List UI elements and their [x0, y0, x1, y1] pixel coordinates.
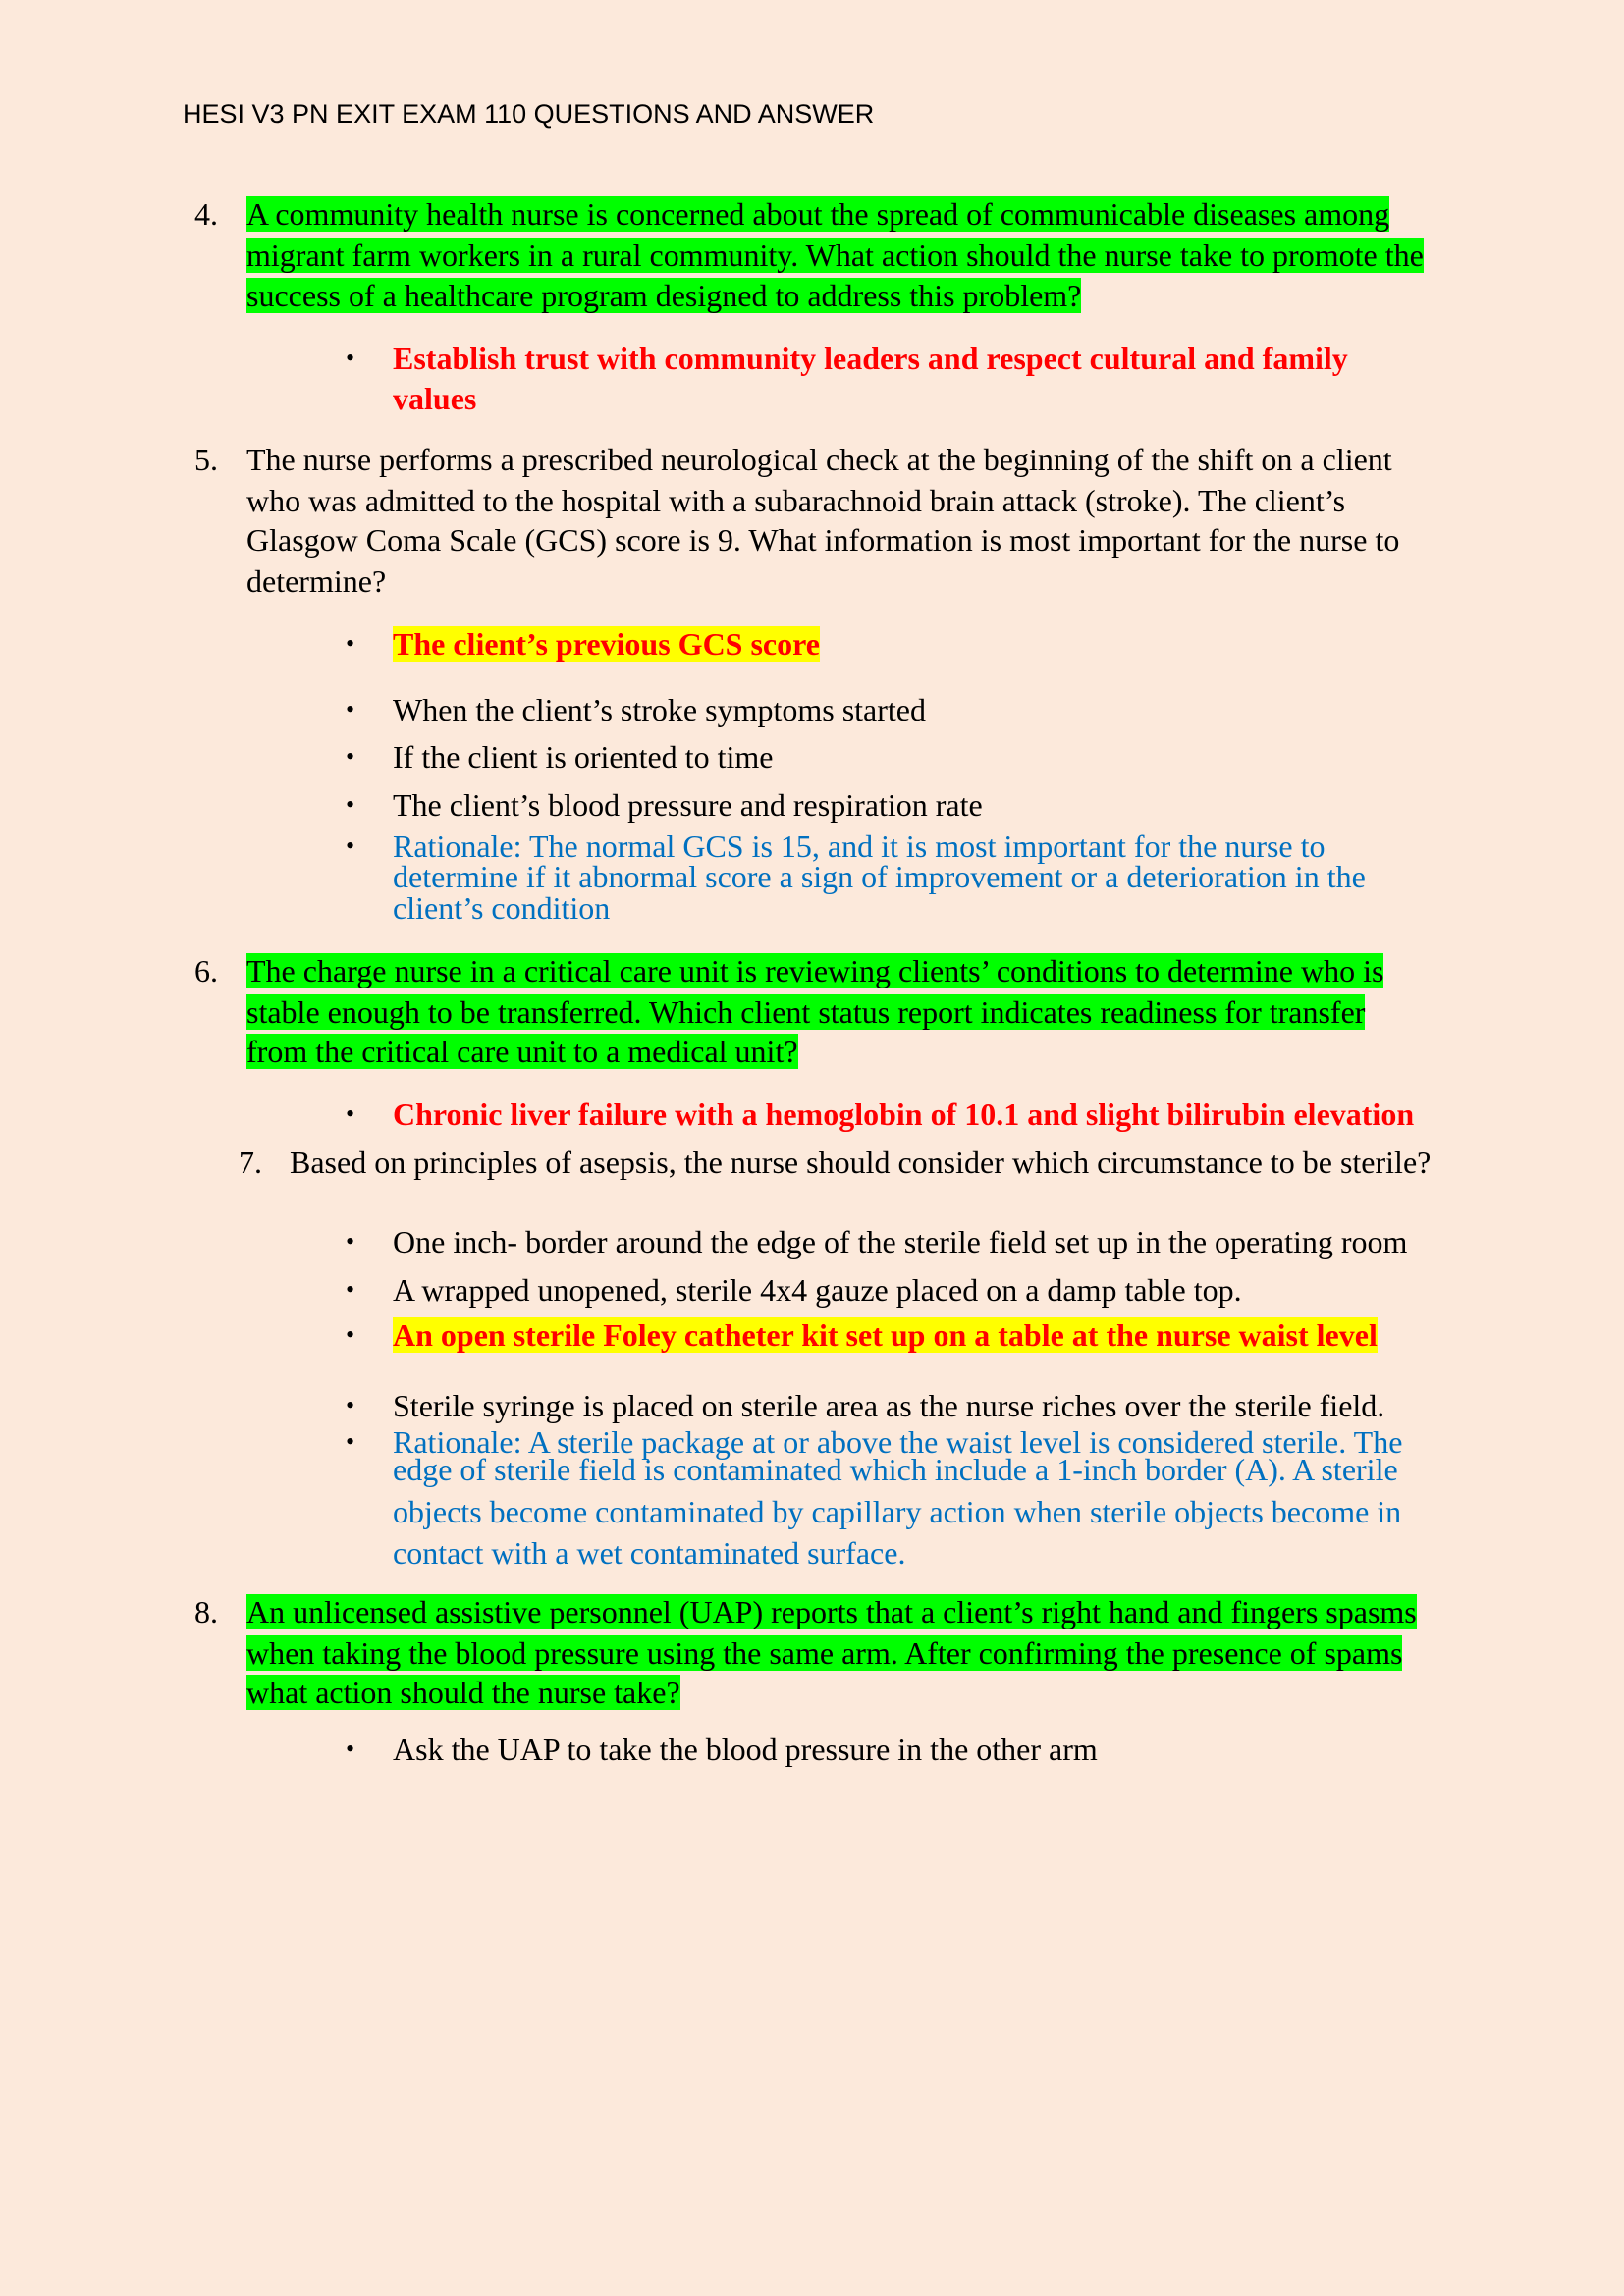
answer-option: When the client’s stroke symptoms started — [393, 692, 926, 727]
rationale-text: edge of sterile field is contaminated which include a 1-inch border (A). A sterile — [393, 1452, 1398, 1487]
bullet-icon: • — [346, 1320, 355, 1349]
question-text: determine? — [246, 563, 387, 599]
rationale-text: Rationale: The normal GCS is 15, and it is most important for the nurse to — [393, 828, 1326, 864]
answer-option: One inch- border around the edge of the sterile field set up in the operating room — [393, 1224, 1408, 1259]
question-number: 7. — [239, 1145, 262, 1180]
rationale-text: client’s condition — [393, 890, 611, 926]
bullet-icon: • — [346, 1227, 355, 1255]
question-text: success of a healthcare program designed to address this problem? — [246, 278, 1082, 313]
question-text: when taking the blood pressure using the same arm. After confirming the presence of spams — [246, 1635, 1403, 1671]
question-number: 5. — [194, 442, 218, 477]
answer-option: If the client is oriented to time — [393, 739, 774, 774]
question-number: 6. — [194, 953, 218, 988]
correct-answer: values — [393, 381, 477, 416]
correct-answer: Establish trust with community leaders and respect cultural and family — [393, 341, 1348, 376]
question-text: who was admitted to the hospital with a subarachnoid brain attack (stroke). The client’s — [246, 483, 1346, 518]
question-text: migrant farm workers in a rural community. What action should the nurse take to promote the — [246, 238, 1424, 273]
bullet-icon: • — [346, 742, 355, 771]
bullet-icon: • — [346, 629, 355, 658]
bullet-icon: • — [346, 1275, 355, 1304]
correct-answer: Chronic liver failure with a hemoglobin of 10.1 and slight bilirubin elevation — [393, 1096, 1415, 1132]
question-text: stable enough to be transferred. Which client status report indicates readiness for transfer — [246, 994, 1366, 1030]
bullet-icon: • — [346, 1099, 355, 1128]
correct-answer: The client’s previous GCS score — [393, 626, 820, 662]
rationale-text: determine if it abnormal score a sign of improvement or a deterioration in the — [393, 859, 1366, 894]
bullet-icon: • — [346, 695, 355, 723]
answer-option: Ask the UAP to take the blood pressure in the other arm — [393, 1732, 1098, 1767]
question-text: The nurse performs a prescribed neurological check at the beginning of the shift on a client — [246, 442, 1392, 477]
correct-answer: An open sterile Foley catheter kit set up on a table at the nurse waist level — [393, 1317, 1378, 1353]
bullet-icon: • — [346, 1391, 355, 1419]
question-text: The charge nurse in a critical care unit is reviewing clients’ conditions to determine who is — [246, 953, 1384, 988]
answer-option: The client’s blood pressure and respiration rate — [393, 787, 983, 823]
question-text: what action should the nurse take? — [246, 1675, 680, 1710]
question-number: 4. — [194, 196, 218, 232]
rationale-text: Rationale: A sterile package at or above the waist level is considered sterile. The — [393, 1424, 1403, 1460]
bullet-icon: • — [346, 1427, 355, 1456]
rationale-text: contact with a wet contaminated surface. — [393, 1535, 906, 1571]
bullet-icon: • — [346, 1735, 355, 1763]
question-text: Based on principles of asepsis, the nurse should consider which circumstance to be sterile? — [290, 1145, 1432, 1180]
bullet-icon: • — [346, 831, 355, 860]
document-header: HESI V3 PN EXIT EXAM 110 QUESTIONS AND ANSWER — [183, 99, 875, 129]
question-number: 8. — [194, 1594, 218, 1629]
question-text: Glasgow Coma Scale (GCS) score is 9. What information is most important for the nurse to — [246, 522, 1400, 558]
bullet-icon: • — [346, 790, 355, 819]
rationale-text: objects become contaminated by capillary action when sterile objects become in — [393, 1494, 1402, 1529]
answer-option: A wrapped unopened, sterile 4x4 gauze placed on a damp table top. — [393, 1272, 1242, 1308]
answer-option: Sterile syringe is placed on sterile area as the nurse riches over the sterile field. — [393, 1388, 1385, 1423]
bullet-icon: • — [346, 344, 355, 372]
question-text: from the critical care unit to a medical unit? — [246, 1034, 798, 1069]
question-text: An unlicensed assistive personnel (UAP) reports that a client’s right hand and fingers spasms — [246, 1594, 1417, 1629]
question-text: A community health nurse is concerned about the spread of communicable diseases among — [246, 196, 1390, 232]
